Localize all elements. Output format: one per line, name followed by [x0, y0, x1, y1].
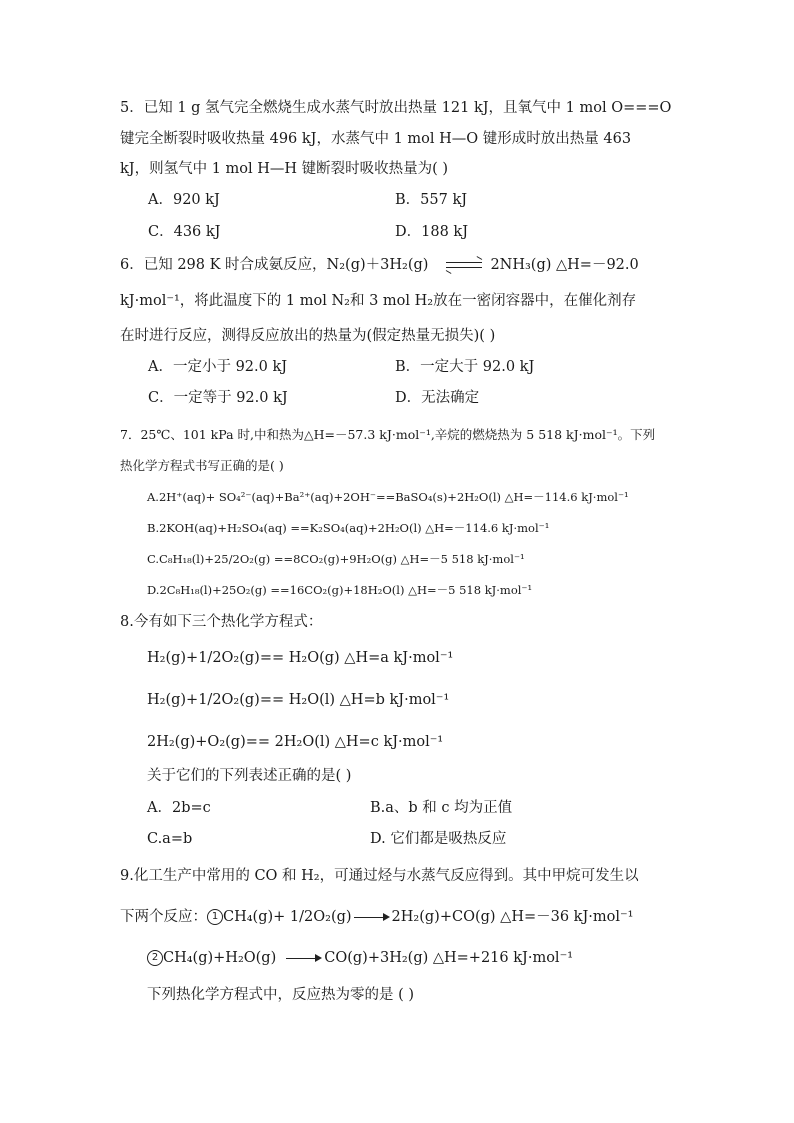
q9-reaction-1 [120, 907, 633, 927]
reaction-arrow-icon [286, 953, 322, 963]
q6-line-3: 在时进行反应，测得反应放出的热量为(假定热量无损失)( ) [120, 328, 496, 344]
q9-stem: 下列热化学方程式中，反应热为零的是 ( ) [147, 987, 415, 1003]
q6-line-2: kJ·mol⁻¹，将此温度下的 1 mol N₂和 3 mol H₂放在一密闭容器中，在催化剂存 [120, 293, 637, 309]
q8-option-a: A．2b=c [147, 800, 211, 816]
q5-line-2: 键完全断裂时吸收热量 496 kJ，水蒸气中 1 mol H—O 键形成时放出热量 463 [120, 131, 632, 147]
q9-reaction-1-left: CH₄(g)+ 1/2O₂(g) [223, 909, 352, 925]
q9-reaction-1-prefix: 下两个反应： [120, 909, 207, 925]
q9-reaction-2 [147, 948, 573, 968]
q8-option-b: B.a、b 和 c 均为正值 [370, 800, 513, 816]
q8-option-d: D. 它们都是吸热反应 [370, 831, 507, 847]
q8-equation-3: 2H₂(g)+O₂(g)== 2H₂O(l) △H=c kJ·mol⁻¹ [147, 734, 444, 750]
q5-option-a: A．920 kJ [148, 192, 220, 208]
q8-line-1: 8.今有如下三个热化学方程式： [120, 614, 323, 630]
q6-option-d: D．无法确定 [395, 390, 480, 406]
equilibrium-arrow-icon [446, 260, 482, 270]
q7-option-c: C.C₈H₁₈(l)+25/2O₂(g) ==8CO₂(g)+9H₂O(g) △H=－5 518 kJ·mol⁻¹ [147, 552, 525, 566]
q6-line-1-products: 2NH₃(g) △H=－92.0 [490, 257, 639, 273]
q8-equation-2: H₂(g)+1/2O₂(g)== H₂O(l) △H=b kJ·mol⁻¹ [147, 692, 450, 708]
q7-option-d: D.2C₈H₁₈(l)+25O₂(g) ==16CO₂(g)+18H₂O(l) △H=－5 518 kJ·mol⁻¹ [147, 583, 533, 597]
q7-line-1: 7．25℃、101 kPa 时,中和热为△H=－57.3 kJ·mol⁻¹,辛烷的燃烧热为 5 518 kJ·mol⁻¹。下列 [120, 427, 656, 442]
q6-option-b: B．一定大于 92.0 kJ [395, 359, 535, 375]
q6-option-c: C．一定等于 92.0 kJ [148, 390, 288, 406]
q6-line-1-reactants: 6．已知 298 K 时合成氨反应，N₂(g)＋3H₂(g) [120, 257, 429, 273]
q9-reaction-2-left: CH₄(g)+H₂O(g) [163, 950, 277, 966]
q8-option-c: C.a=b [147, 831, 193, 847]
q9-reaction-1-right: 2H₂(g)+CO(g) △H=－36 kJ·mol⁻¹ [391, 909, 634, 925]
circled-number-1: 1 [207, 909, 223, 925]
reaction-arrow-icon [354, 912, 390, 922]
q7-option-a: A.2H⁺(aq)+ SO₄²⁻(aq)+Ba²⁺(aq)+2OH⁻==BaSO₄(s)+2H₂O(l) △H=－114.6 kJ·mol⁻¹ [147, 490, 629, 504]
q5-line-3: kJ，则氢气中 1 mol H—H 键断裂时吸收热量为( ) [120, 161, 449, 177]
q5-line-1: 5．已知 1 g 氢气完全燃烧生成水蒸气时放出热量 121 kJ，且氧气中 1 mol O===O [120, 100, 672, 116]
q8-stem: 关于它们的下列表述正确的是( ) [147, 768, 352, 784]
q5-option-c: C．436 kJ [148, 224, 221, 240]
q9-reaction-2-right: CO(g)+3H₂(g) △H=+216 kJ·mol⁻¹ [324, 950, 574, 966]
q6-option-a: A．一定小于 92.0 kJ [148, 359, 288, 375]
q7-line-2: 热化学方程式书写正确的是( ) [120, 458, 284, 473]
q5-option-d: D．188 kJ [395, 224, 469, 240]
circled-number-2: 2 [147, 950, 163, 966]
q6-line-1 [120, 255, 639, 275]
q7-option-b: B.2KOH(aq)+H₂SO₄(aq) ==K₂SO₄(aq)+2H₂O(l) △H=－114.6 kJ·mol⁻¹ [147, 521, 550, 535]
q9-line-1: 9.化工生产中常用的 CO 和 H₂，可通过烃与水蒸气反应得到。其中甲烷可发生以 [120, 868, 639, 884]
q8-equation-1: H₂(g)+1/2O₂(g)== H₂O(g) △H=a kJ·mol⁻¹ [147, 650, 454, 666]
q5-option-b: B．557 kJ [395, 192, 468, 208]
